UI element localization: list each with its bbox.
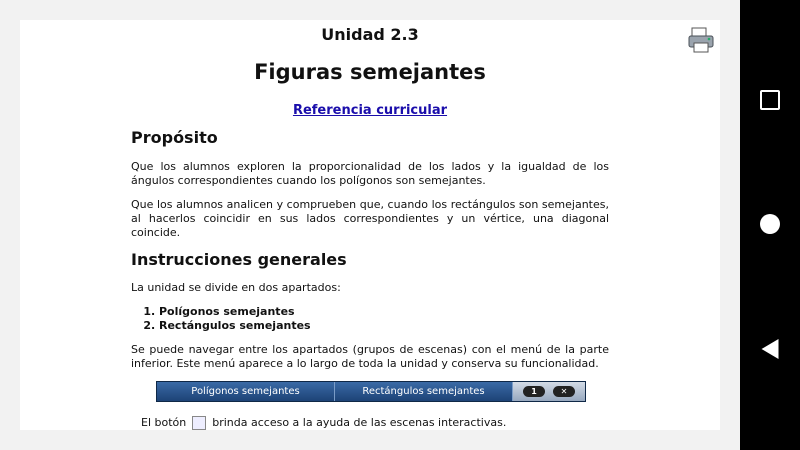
- unit-title: Unidad 2.3: [321, 25, 419, 44]
- close-button[interactable]: ✕: [553, 386, 575, 397]
- back-triangle-icon[interactable]: [762, 339, 779, 359]
- help-icon: [192, 416, 206, 430]
- page-title: Figuras semejantes: [254, 60, 486, 84]
- home-circle-icon[interactable]: [760, 214, 780, 234]
- proposito-paragraph-2: Que los alumnos analicen y comprueben que, cuando los rectángulos son semejantes, al hacerlos coincidir en sus lados correspondientes y un vértice, una diagonal coincide.: [131, 198, 609, 239]
- list-item: 1. Polígonos semejantes: [159, 305, 609, 319]
- instrucciones-heading: Instrucciones generales: [131, 250, 347, 269]
- sections-list: [131, 305, 609, 333]
- help-text-before: El botón: [141, 416, 187, 429]
- menu-item-poligonos[interactable]: Polígonos semejantes: [157, 382, 335, 401]
- main-content: [131, 128, 609, 430]
- menu-item-rectangulos[interactable]: Rectángulos semejantes: [335, 382, 513, 401]
- help-text-after: brinda acceso a la ayuda de las escenas interactivas.: [212, 416, 507, 429]
- proposito-heading: Propósito: [131, 128, 218, 147]
- recents-square-icon[interactable]: [760, 90, 780, 110]
- info-button[interactable]: 1: [523, 386, 545, 397]
- android-nav-bar: [740, 0, 800, 450]
- help-line: [141, 416, 609, 430]
- curricular-reference-link[interactable]: Referencia curricular: [292, 103, 448, 118]
- list-item: 2. Rectángulos semejantes: [159, 319, 609, 333]
- unit-menu-bar: [156, 381, 586, 402]
- document-sheet: [20, 20, 720, 430]
- menu-controls: [513, 382, 585, 401]
- navigation-paragraph: Se puede navegar entre los apartados (grupos de escenas) con el menú de la parte inferior. Este menú aparece a lo largo de toda la unidad y conserva su funcionalidad.: [131, 343, 609, 370]
- proposito-paragraph-1: Que los alumnos exploren la proporcionalidad de los lados y la igualdad de los ángulos correspondientes cuando los polígonos son semejantes.: [131, 160, 609, 187]
- instrucciones-intro: La unidad se divide en dos apartados:: [131, 281, 341, 294]
